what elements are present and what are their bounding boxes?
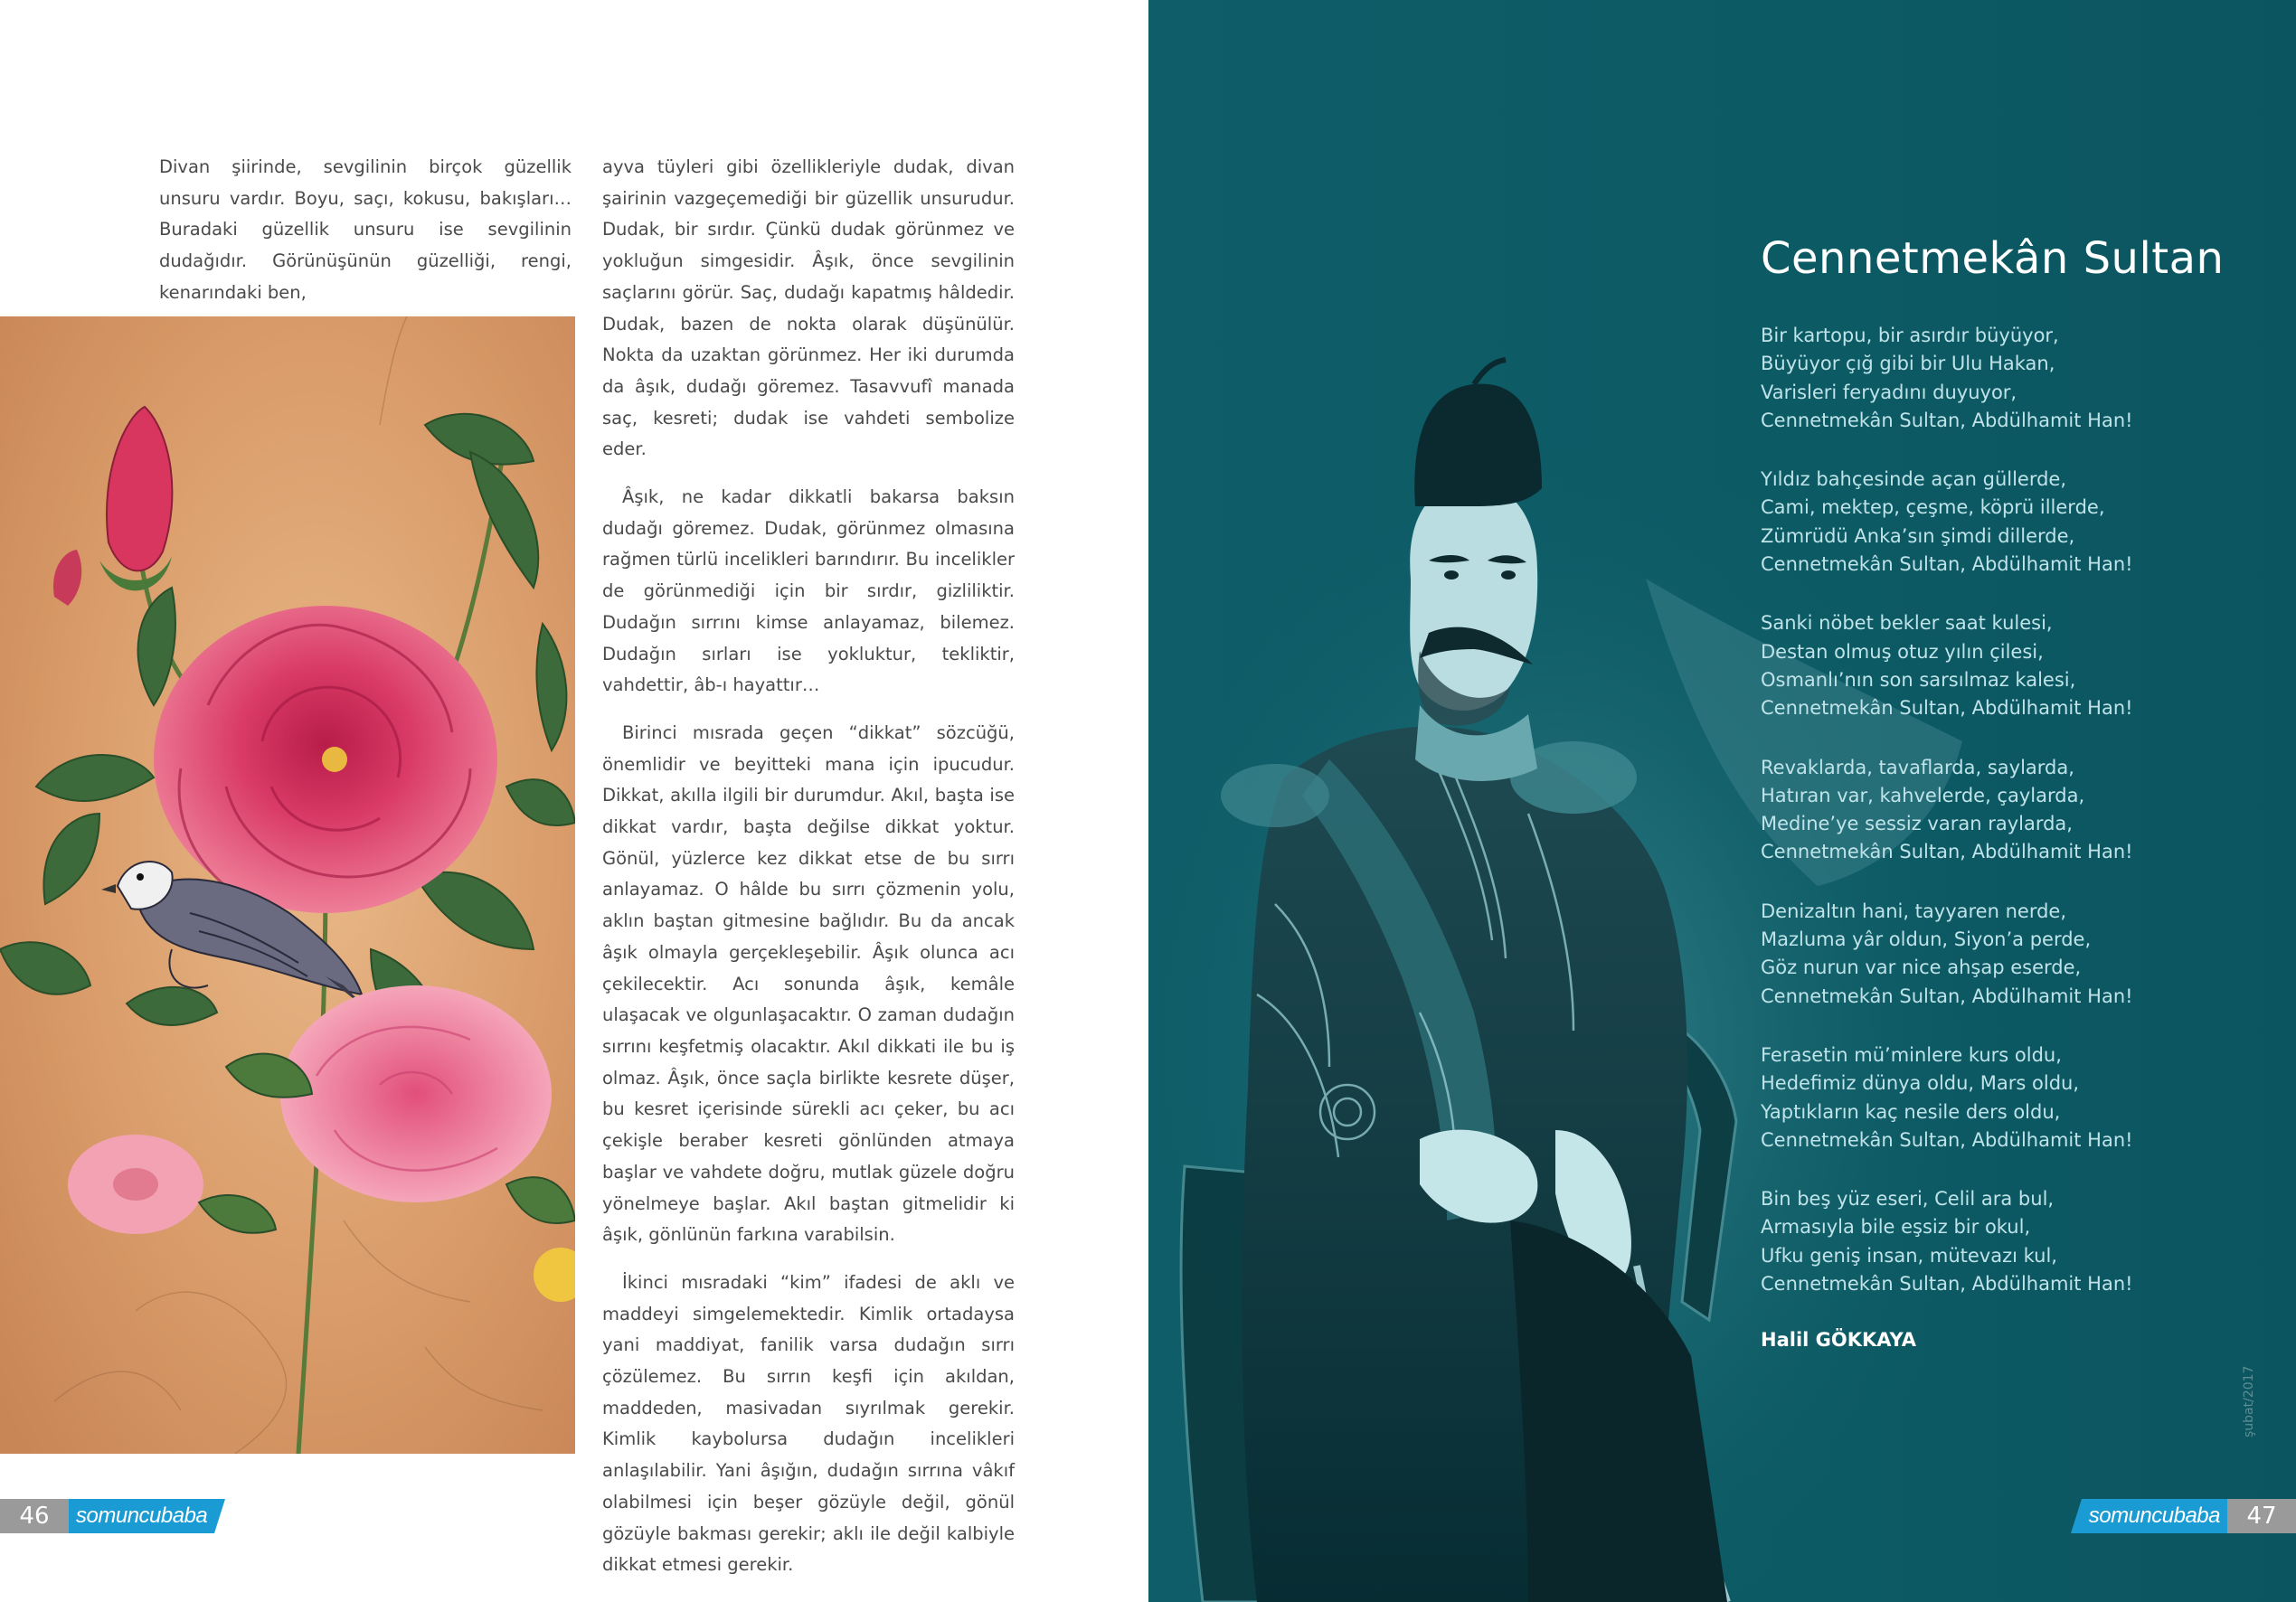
poem-stanza bbox=[1761, 466, 2267, 579]
right-page bbox=[1148, 0, 2296, 1602]
page-number-right: 47 bbox=[2227, 1499, 2296, 1533]
brand-tail-left bbox=[214, 1499, 225, 1533]
poem-line: Cennetmekân Sultan, Abdülhamit Han! bbox=[1761, 409, 2133, 431]
poem-line: Ferasetin mü’minlere kurs oldu, bbox=[1761, 1043, 2062, 1066]
poem-stanza bbox=[1761, 609, 2267, 722]
poem-line: Bin beş yüz eseri, Celil ara bul, bbox=[1761, 1188, 2055, 1211]
poem-line: Zümrüdü Anka’sın şimdi dillerde, bbox=[1761, 524, 2075, 547]
article-paragraph: Birinci mısrada geçen “dikkat” sözcüğü, önemlidir ve beyitteki mana için ipucudur. Dikkat, akılla ilgili bir durumdur. Akıl, başta ise dikkat vardır, başta değilse dikkat yoktur. Gönül, yüzlerce kez dikkat etse de bu sırrı anlayamaz. O hâlde bu sırrı çözmenin yolu, aklın baştan gitmesine bağlıdır. Bu da ancak âşık olmayla gerçekleşebilir. Âşık olunca acı çekilecektir. Acı sonunda âşık, kemâle ulaşacak ve olgunlaşacaktır. O zaman dudağın sırrını keşfetmiş olacaktır. Akıl dikkati ile bu iş olmaz. Âşık, önce saçla birlikte kesrete düşer, bu kesret içerisinde sürekli acı çeker, bu acı çekişle beraber kesreti gönlünden atmaya başlar ve vahdete doğru, mutlak güzele doğru yönelmeye başlar. Akıl baştan gitmelidir ki âşık, gönlünün farkına varabilsin. bbox=[602, 721, 1015, 1246]
issue-date: şubat/2017 bbox=[2242, 1365, 2256, 1437]
poem-line: Cennetmekân Sultan, Abdülhamit Han! bbox=[1761, 553, 2133, 576]
poem-line: Cennetmekân Sultan, Abdülhamit Han! bbox=[1761, 1273, 2133, 1296]
poem-stanza bbox=[1761, 898, 2267, 1011]
poem-line: Yaptıkların kaç nesile ders oldu, bbox=[1761, 1100, 2061, 1123]
left-footer bbox=[0, 1499, 225, 1533]
poem-line: Osmanlı’nın son sarsılmaz kalesi, bbox=[1761, 668, 2076, 691]
page-number-left: 46 bbox=[0, 1499, 69, 1533]
intro-paragraph: Divan şiirinde, sevgilinin birçok güzellik unsuru vardır. Boyu, saçı, kokusu, bakışları… Buradaki güzellik unsuru ise sevgilinin dudağıdır. Görünüşünün güzelliği, rengi, kenarındaki ben, bbox=[159, 156, 572, 303]
poem bbox=[1761, 233, 2267, 1351]
poem-line: Cennetmekân Sultan, Abdülhamit Han! bbox=[1761, 697, 2133, 720]
right-footer bbox=[2071, 1499, 2296, 1533]
poem-line: Medine’ye sessiz varan raylarda, bbox=[1761, 813, 2073, 835]
poem-line: Cennetmekân Sultan, Abdülhamit Han! bbox=[1761, 841, 2133, 863]
poem-line: Cennetmekân Sultan, Abdülhamit Han! bbox=[1761, 985, 2133, 1007]
poem-line: Varisleri feryadını duyuyor, bbox=[1761, 381, 2017, 403]
article-paragraph: Âşık, ne kadar dikkatli bakarsa baksın dudağı göremez. Dudak, görünmez olmasına rağmen türlü incelikleri barındırır. Bu incelikler de görünmediği için bir sırdır, gizliliktir. Dudağın sırrını kimse anlayamaz, bilemez. Dudağın sırları ise yokluktur, tekliktir, vahdettir, âb-ı hayattır… bbox=[602, 486, 1015, 696]
poem-stanza bbox=[1761, 1041, 2267, 1154]
brand-logo-right: somuncubaba bbox=[2082, 1499, 2227, 1533]
poem-line: Revaklarda, tavaflarda, saylarda, bbox=[1761, 756, 2074, 778]
poem-author: Halil GÖKKAYA bbox=[1761, 1329, 1916, 1352]
poem-line: Cennetmekân Sultan, Abdülhamit Han! bbox=[1761, 1128, 2133, 1151]
poem-stanza bbox=[1761, 754, 2267, 867]
brand-tail-right bbox=[2071, 1499, 2082, 1533]
poem-line: Göz nurun var nice ahşap eserde, bbox=[1761, 956, 2082, 979]
poem-line: Armasıyla bile eşsiz bir okul, bbox=[1761, 1216, 2031, 1239]
poem-line: Hatıran var, kahvelerde, çaylarda, bbox=[1761, 784, 2085, 806]
poem-line: Mazluma yâr oldun, Siyon’a perde, bbox=[1761, 928, 2092, 951]
poem-line: Hedefimiz dünya oldu, Mars oldu, bbox=[1761, 1072, 2080, 1095]
poem-line: Ufku geniş insan, mütevazı kul, bbox=[1761, 1244, 2057, 1267]
poem-line: Bir kartopu, bir asırdır büyüyor, bbox=[1761, 325, 2059, 346]
poem-title: Cennetmekân Sultan bbox=[1761, 233, 2225, 284]
poem-line: Büyüyor çığ gibi bir Ulu Hakan, bbox=[1761, 353, 2055, 375]
article-paragraph: İkinci mısradaki “kim” ifadesi de aklı ve maddeyi simgelemektedir. Kimlik ortadaysa yani maddiyat, fanilik varsa dudağın sırrı çözülemez. Bu sırrın keşfi için akıldan, maddeden, masivadan sıyrılmak gerekir. Kimlik kaybolursa dudağın incelikleri anlaşılabilir. Yani âşığın, dudağın sırrına vâkıf olabilmesi için beşer gözüyle değil, gönül gözüyle bakması gerekir; aklı ile değil kalbiyle dikkat etmesi gerekir. bbox=[602, 1271, 1015, 1576]
poem-stanza bbox=[1761, 1185, 2267, 1298]
poem-line: Yıldız bahçesinde açan güllerde, bbox=[1761, 468, 2067, 491]
poem-line: Sanki nöbet bekler saat kulesi, bbox=[1761, 612, 2053, 635]
poem-line: Destan olmuş otuz yılın çilesi, bbox=[1761, 640, 2044, 663]
rose-bird-painting bbox=[0, 316, 575, 1454]
poem-stanza bbox=[1761, 322, 2267, 435]
poem-line: Cami, mektep, çeşme, köprü illerde, bbox=[1761, 496, 2105, 519]
article-body bbox=[602, 152, 1015, 1597]
article-paragraph: ayva tüyleri gibi özellikleriyle dudak, divan şairinin vazgeçemediği bir güzellik unsurudur. Dudak, bir sırdır. Çünkü dudak görünmez ve yokluğun simgesidir. Âşık, önce sevgilinin saçlarını görür. Saç, dudağı kapatmış hâldedir. Dudak, bazen de nokta olarak düşünülür. Nokta da uzaktan görünmez. Her iki durumda da âşık, dudağı göremez. Tasavvufî manada saç, kesreti; dudak ise vahdeti sembolize eder. bbox=[602, 156, 1015, 460]
brand-logo-left: somuncubaba bbox=[69, 1499, 214, 1533]
poem-line: Denizaltın hani, tayyaren nerde, bbox=[1761, 900, 2067, 922]
